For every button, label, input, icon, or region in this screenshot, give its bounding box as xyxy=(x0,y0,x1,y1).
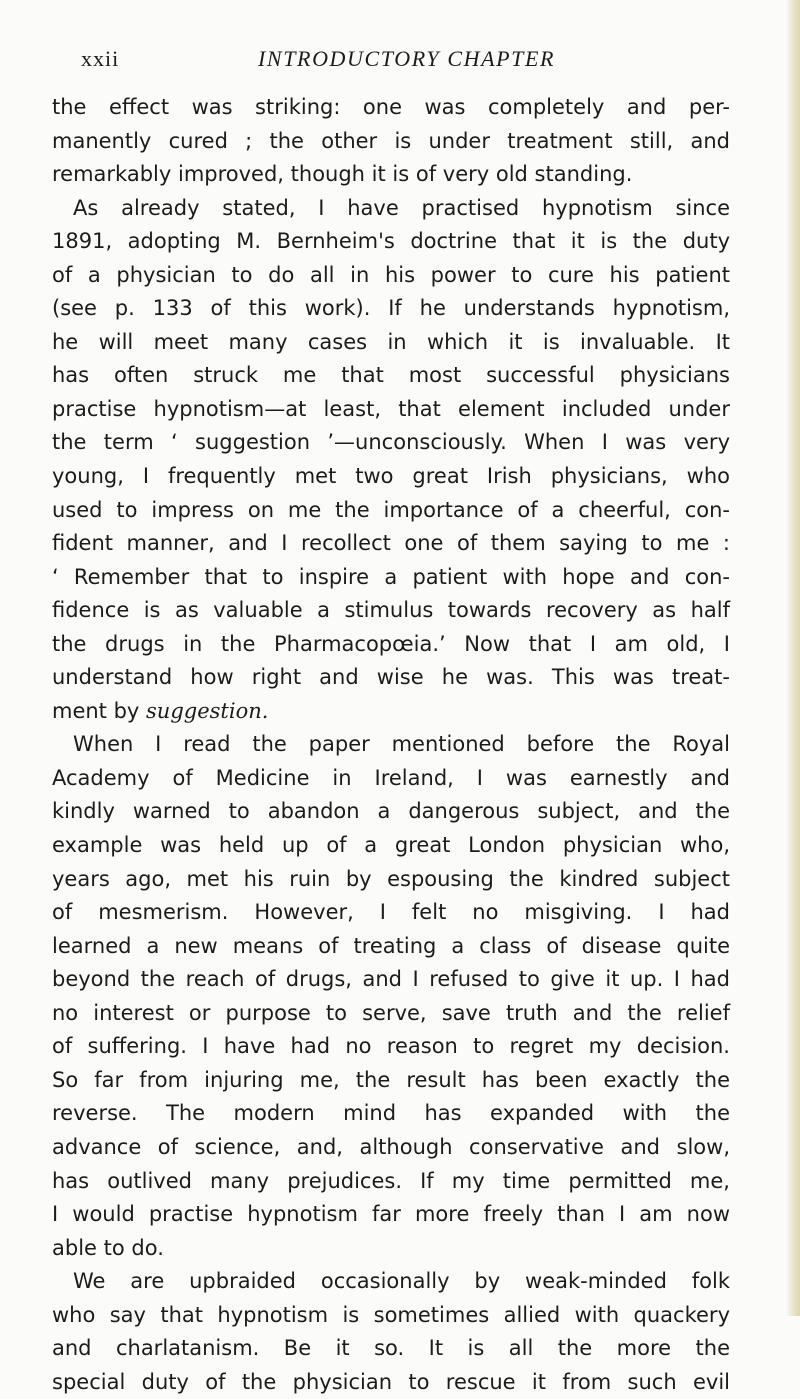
text-line xyxy=(52,125,730,159)
text-line-content: When I read the paper mentioned before the Royal xyxy=(73,732,730,757)
text-line-content: young, I frequently met two great Irish physicians, who xyxy=(52,464,730,489)
text-line xyxy=(52,1299,730,1333)
text-line-content: has often struck me that most successful physicians xyxy=(52,363,730,388)
text-line xyxy=(52,259,730,293)
text-line xyxy=(52,863,730,897)
text-line-content: the term ‘ suggestion ’—unconsciously. When I was very xyxy=(52,430,730,455)
text-line xyxy=(52,695,730,729)
text-line xyxy=(52,997,730,1031)
text-line-content: fident manner, and I recollect one of them saying to me : xyxy=(52,531,730,556)
text-line xyxy=(52,795,730,829)
text-line xyxy=(52,1366,730,1399)
text-line-content: fidence is as valuable a stimulus towards recovery as half xyxy=(52,598,730,623)
text-line-content: able to do. xyxy=(52,1235,164,1260)
italic-emphasis: suggestion. xyxy=(146,698,269,723)
text-line xyxy=(52,460,730,494)
text-line-content: I would practise hypnotism far more freely than I am now xyxy=(52,1202,730,1227)
text-line-content: We are upbraided occasionally by weak-minded folk xyxy=(73,1269,730,1294)
text-line xyxy=(52,426,730,460)
text-line xyxy=(52,561,730,595)
text-line-content: used to impress on me the importance of a cheerful, con- xyxy=(52,497,730,522)
text-line xyxy=(52,91,730,125)
text-line-content: example was held up of a great London physician who, xyxy=(52,833,730,858)
text-line xyxy=(52,1165,730,1199)
text-line-content: 1891, adopting M. Bernheim's doctrine that it is the duty xyxy=(52,229,730,254)
page-number: xxii xyxy=(81,46,120,71)
text-line-content: of suffering. I have had no reason to regret my decision. xyxy=(52,1034,730,1059)
text-line xyxy=(52,527,730,561)
text-line-content: manently cured ; the other is under treatment still, and xyxy=(52,128,730,153)
text-line xyxy=(52,728,730,762)
text-line xyxy=(52,896,730,930)
text-line-content: the drugs in the Pharmacopœia.’ Now that I am old, I xyxy=(52,631,730,656)
text-line-content: ‘ Remember that to inspire a patient with hope and con- xyxy=(52,564,730,589)
text-line xyxy=(52,292,730,326)
text-line xyxy=(52,225,730,259)
text-line-content: has outlived many prejudices. If my time permitted me, xyxy=(52,1168,730,1193)
text-line xyxy=(52,1265,730,1299)
text-line-content: who say that hypnotism is sometimes allied with quackery xyxy=(52,1302,730,1327)
running-head: INTRODUCTORY CHAPTER xyxy=(258,46,556,71)
text-line-content: of a physician to do all in his power to cure his patient xyxy=(52,262,730,287)
text-line-content: he will meet many cases in which it is invaluable. It xyxy=(52,329,730,354)
text-line-content: the effect was striking: one was completely and per- xyxy=(52,95,730,119)
text-line xyxy=(52,326,730,360)
text-line xyxy=(52,1332,730,1366)
text-line-content: understand how right and wise he was. This was treat- xyxy=(52,665,730,690)
text-line-content: beyond the reach of drugs, and I refused to give it up. I had xyxy=(52,967,730,992)
text-line xyxy=(52,963,730,997)
body-text xyxy=(52,91,730,1399)
text-line-content: advance of science, and, although conservative and slow, xyxy=(52,1134,730,1159)
text-line xyxy=(52,393,730,427)
text-line-content: (see p. 133 of this work). If he understands hypnotism, xyxy=(52,296,730,321)
text-line-content: kindly warned to abandon a dangerous subject, and the xyxy=(52,799,730,824)
text-line-content: Academy of Medicine in Ireland, I was earnestly and xyxy=(52,765,730,790)
text-line xyxy=(52,1198,730,1232)
text-line xyxy=(52,829,730,863)
text-line xyxy=(52,762,730,796)
text-line xyxy=(52,158,730,192)
text-line xyxy=(52,628,730,662)
page-header xyxy=(52,46,730,86)
text-line xyxy=(52,192,730,226)
text-line-content: remarkably improved, though it is of very old standing. xyxy=(52,162,633,187)
text-line-content: no interest or purpose to serve, save truth and the relief xyxy=(52,1000,730,1025)
text-line-content: and charlatanism. Be it so. It is all the more the xyxy=(52,1336,730,1361)
text-line xyxy=(52,494,730,528)
text-line-content: ment by xyxy=(52,698,147,723)
text-line-content: reverse. The modern mind has expanded with the xyxy=(52,1101,730,1126)
text-line-content: practise hypnotism—at least, that element included under xyxy=(52,396,730,421)
text-line xyxy=(52,594,730,628)
text-line xyxy=(52,930,730,964)
text-line-content: special duty of the physician to rescue it from such evil xyxy=(52,1369,730,1394)
text-line-content: years ago, met his ruin by espousing the kindred subject xyxy=(52,866,730,891)
text-line-content: As already stated, I have practised hypnotism since xyxy=(73,195,730,220)
text-line-content: So far from injuring me, the result has been exactly the xyxy=(52,1067,730,1092)
text-line-content: of mesmerism. However, I felt no misgiving. I had xyxy=(52,900,730,925)
text-line xyxy=(52,359,730,393)
text-line-content: learned a new means of treating a class of disease quite xyxy=(52,933,730,958)
text-line xyxy=(52,1097,730,1131)
text-line xyxy=(52,1232,730,1266)
text-line xyxy=(52,1064,730,1098)
page-edge-shadow xyxy=(786,0,800,1316)
text-line xyxy=(52,1030,730,1064)
text-line xyxy=(52,1131,730,1165)
text-line xyxy=(52,661,730,695)
